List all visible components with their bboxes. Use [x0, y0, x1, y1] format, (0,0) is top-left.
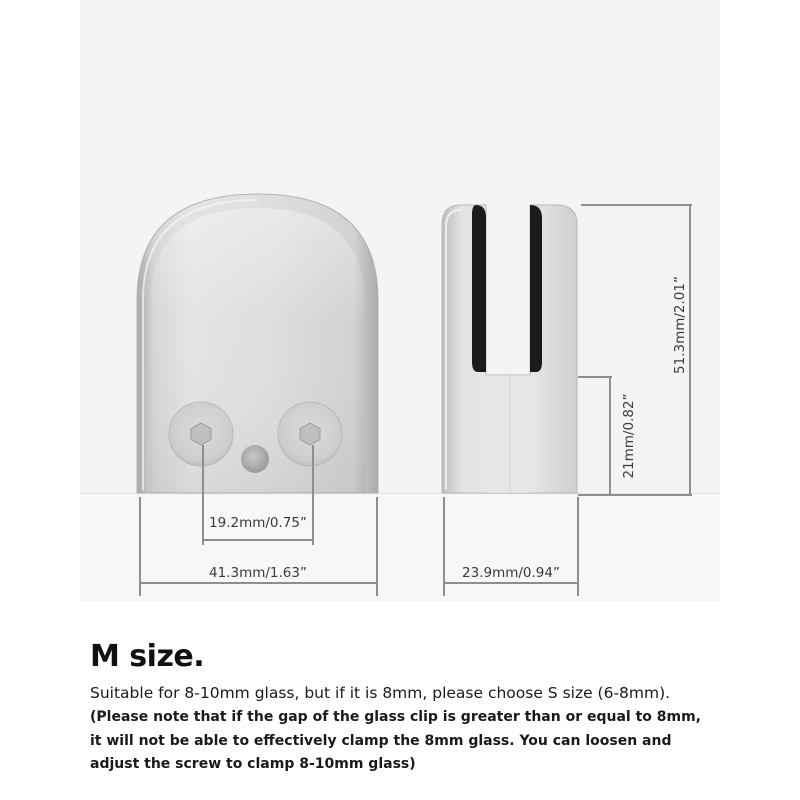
front-width-label: 41.3mm/1.63” [209, 565, 307, 581]
center-pin [241, 445, 269, 473]
hole-spacing-label: 19.2mm/0.75” [209, 515, 307, 531]
rubber-gasket-right [530, 205, 542, 372]
screw-left [169, 402, 233, 466]
size-headline: M size. [90, 639, 205, 674]
screw-right [278, 402, 342, 466]
total-height-label: 51.3mm/2.01” [672, 276, 688, 374]
dim-side-depth [444, 497, 578, 596]
clamp-note: (Please note that if the gap of the glass clip is greater than or equal to 8mm, it will not be able to effectively clamp the 8mm glass. You can loosen and adjust the screw to clamp 8-10mm glass) [90, 709, 701, 772]
dim-front-width [140, 497, 377, 596]
side-depth-label: 23.9mm/0.94” [462, 565, 560, 581]
suitability-text: Suitable for 8-10mm glass, but if it is 8mm, please choose S size (6-8mm). [90, 684, 671, 702]
dim-slot-height [578, 377, 612, 495]
rubber-gasket-left [472, 205, 486, 372]
slot-height-label: 21mm/0.82” [621, 393, 637, 479]
side-clamp-body [442, 205, 577, 493]
product-description [90, 640, 730, 777]
